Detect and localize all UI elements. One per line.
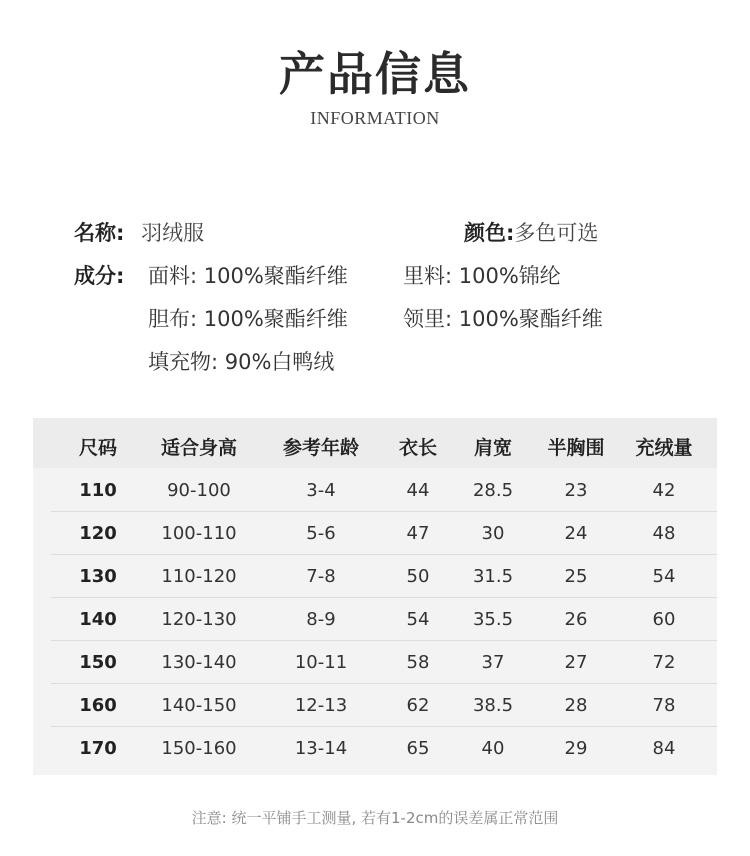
header-size: 尺码 [78, 437, 117, 459]
cell-height: 90-100 [167, 480, 231, 501]
cell-chest: 28 [564, 695, 588, 716]
table-row [33, 684, 717, 727]
measurement-note: 注意: 统一平铺手工测量, 若有1-2cm的误差属正常范围 [191, 809, 559, 827]
cell-length: 44 [406, 480, 430, 501]
cell-size: 160 [79, 695, 117, 716]
table-row [33, 469, 717, 512]
header-length: 衣长 [398, 437, 437, 459]
cell-down: 84 [652, 738, 676, 759]
cell-size: 150 [79, 652, 117, 673]
table-row [33, 641, 717, 684]
cell-chest: 25 [564, 566, 588, 587]
cell-age: 7-8 [306, 566, 336, 587]
cell-shoulder: 38.5 [472, 695, 514, 716]
cell-shoulder: 31.5 [472, 566, 514, 587]
name-field [74, 217, 204, 247]
cell-age: 12-13 [294, 695, 348, 716]
name-label: 名称: [74, 221, 125, 245]
cell-height: 110-120 [161, 566, 237, 587]
header-shoulder: 肩宽 [473, 437, 512, 459]
cell-chest: 27 [564, 652, 588, 673]
table-header [33, 418, 717, 468]
header-height: 适合身高 [160, 437, 237, 459]
cell-age: 3-4 [306, 480, 336, 501]
cell-shoulder: 35.5 [472, 609, 514, 630]
cell-down: 54 [652, 566, 676, 587]
cell-down: 60 [652, 609, 676, 630]
header-age: 参考年龄 [282, 437, 359, 459]
size-table [33, 418, 717, 775]
table-row [33, 512, 717, 555]
cell-down: 42 [652, 480, 676, 501]
cell-age: 13-14 [294, 738, 348, 759]
cell-size: 120 [79, 523, 117, 544]
cell-height: 120-130 [161, 609, 237, 630]
lining-value: 里料: 100%锦纶 [403, 264, 561, 288]
cell-size: 140 [79, 609, 117, 630]
cell-age: 5-6 [306, 523, 336, 544]
filling-value: 填充物: 90%白鸭绒 [148, 350, 335, 374]
cell-chest: 26 [564, 609, 588, 630]
color-field [464, 217, 598, 247]
cell-height: 130-140 [161, 652, 237, 673]
header-chest: 半胸围 [547, 437, 605, 459]
fabric-value: 面料: 100%聚酯纤维 [148, 264, 348, 288]
color-label: 颜色: [464, 221, 515, 245]
cell-down: 72 [652, 652, 676, 673]
cell-size: 130 [79, 566, 117, 587]
composition-label: 成分: [74, 264, 125, 288]
cell-down: 48 [652, 523, 676, 544]
cell-length: 47 [406, 523, 430, 544]
cell-shoulder: 37 [481, 652, 505, 673]
cell-height: 150-160 [161, 738, 237, 759]
name-value: 羽绒服 [141, 221, 205, 245]
cell-length: 58 [406, 652, 430, 673]
table-row [33, 598, 717, 641]
cell-chest: 29 [564, 738, 588, 759]
header-down: 充绒量 [635, 437, 693, 459]
collar-value: 领里: 100%聚酯纤维 [403, 307, 603, 331]
cell-shoulder: 40 [481, 738, 505, 759]
table-row [33, 555, 717, 598]
inner-value: 胆布: 100%聚酯纤维 [148, 307, 348, 331]
cell-shoulder: 28.5 [472, 480, 514, 501]
cell-size: 110 [79, 480, 117, 501]
cell-age: 8-9 [306, 609, 336, 630]
page-subtitle: INFORMATION [310, 108, 440, 128]
color-value: 多色可选 [514, 221, 599, 245]
cell-length: 65 [406, 738, 430, 759]
cell-length: 50 [406, 566, 430, 587]
cell-height: 100-110 [161, 523, 237, 544]
cell-age: 10-11 [294, 652, 348, 673]
cell-chest: 24 [564, 523, 588, 544]
cell-height: 140-150 [161, 695, 237, 716]
cell-length: 54 [406, 609, 430, 630]
cell-down: 78 [652, 695, 676, 716]
composition-field [74, 260, 124, 290]
page-title: 产品信息 [279, 47, 471, 101]
cell-chest: 23 [564, 480, 588, 501]
table-row [33, 727, 717, 770]
cell-shoulder: 30 [481, 523, 505, 544]
cell-size: 170 [79, 738, 117, 759]
cell-length: 62 [406, 695, 430, 716]
